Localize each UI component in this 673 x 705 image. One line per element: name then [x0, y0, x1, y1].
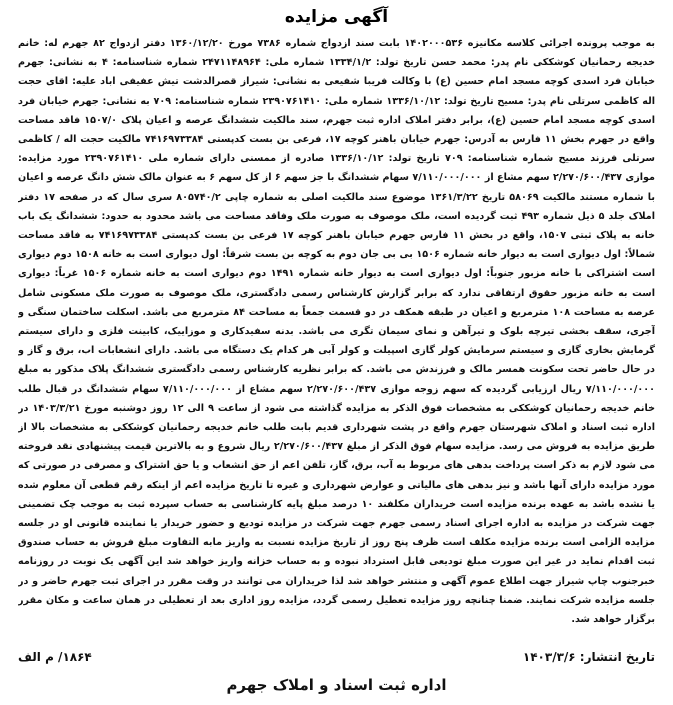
publish-date: تاریخ انتشار: ۱۴۰۳/۳/۶ — [522, 650, 655, 664]
notice-body: به موجب پرونده اجرائی کلاسه مکانیزه ۱۴۰۲۰۰۰۵۳۶ بابت سند ازدواج شماره ۷۳۸۶ مورخ ۱۳۶۰/۱۲/۲۰ دفتر ازدواج ۸۲ جهرم له: خانم خدیجه رحمانیان کوشککی نام پدر: محمد حسن تاریخ تولد: ۱۳۳۴/۱/۲ شماره ملی: ۲۴۷۱۱۴۸۹۶۴ شماره شناسنامه: ۴ به نشانی: جهرم خیابان فرد اسدی کوچه مسجد امام حسین (ع) با وکالت فریبا شفیعی به نشانی: شیراز قصرالدشت تیش عفیفی اباد علیه: اقای حجت اله کاظمی سرتلی نام پدر: مسیح تاریخ تولد: ۱۳۳۶/۱۰/۱۲ شماره ملی: ۲۳۹۰۷۶۱۴۱۰ شماره شناسنامه: ۷۰۹ به نشانی: جهرم خیابان فرد اسدی کوچه مسجد امام حسین (ع)، برابر دفتر املاک اداره ثبت جهرم، سند مالکیت ششدانگ عرصه و اعیان پلاک ۱۵۰۷/۰ فاقد مساحت واقع در جهرم بخش ۱۱ فارس به آدرس: جهرم خیابان باهنر کوچه ۱۷، فرعی بن بست کدپستی ۷۴۱۶۹۷۳۳۸۴ مالکیت حجت اله / کاظمی سرتلی فرزند مسیح شماره شناسنامه: ۷۰۹ تاریخ تولد: ۱۳۳۶/۱۰/۱۲ صادره از ممسنی دارای شماره ملی ۲۳۹۰۷۶۱۴۱۰ مورد مزایده: موازی ۲/۲۷۰/۶۰۰/۴۳۷ سهم مشاع از ۷/۱۱۰/۰۰۰/۰۰۰ سهام ششدانگ با جز سهم ۶ از کل سهم ۶ به عنوان مالک شش دانگ عرصه و اعیان با شماره مستند مالکیت ۵۸۰۶۹ تاریخ ۱۳۶۱/۳/۲۲ موضوع سند مالکیت اصلی به شماره چاپی ۸۰۵۷۴۰/۲ سری سال که در صفحه ۱۷ دفتر املاک جلد ۵ ذیل شماره ۴۹۳ ثبت گردیده است، ملک موصوف به صورت ملک وفاقد مساحت می باشد محدود به حدود: ششدانگ یک باب خانه به پلاک ثبتی ۱۵۰۷، واقع در بخش ۱۱ فارس جهرم خیابان باهنر کوچه ۱۷ فرعی بن بست کدپستی ۷۴۱۶۹۷۳۳۸۴ به فاقد مساحت شمالاً: اول دیواری است به دیوار خانه شماره ۱۵۰۶ بی بی جان دوم به کوچه بن بست شرقاً: اول دیواری است به خانه ۱۵۰۸ دوم دیواری است اشتراکی با خانه مزبور جنوباً: اول دیواری است به دیوار خانه شماره ۱۴۹۱ دوم دیواری است به خانه شماره ۱۵۰۶ غرباً: دیواری است به خانه مزبور حقوق ارتفاقی ندارد که برابر گزارش کارشناس رسمی دادگستری، ملک موصوف به صورت ملک مسکونی شامل عرصه به مساحت ۱۰۸ مترمربع و اعیان در طبقه همکف در دو قسمت جمعاً به مساحت ۸۴ مترمربع می باشد. اسکلت ساختمان سنگی و آجری، سقف بخشی تیرچه بلوک و تیرآهن و نمای سیمان تگری می باشد. بدنه سفیدکاری و موزاییک، کابینت فلزی و دارای سیستم گرمایش بخاری گازی و سیستم سرمایش کولر گازی اسپیلت و کولر آبی هر کدام یک دستگاه می باشد. دارای انشعابات اب، برق و گاز و در حال حاضر تحت سکونت همسر مالک و فرزندش می باشد. که برابر نظریه کارشناس رسمی دادگستری ششدانگ پلاک مذکور به مبلغ ۷/۱۱۰/۰۰۰/۰۰۰ ریال ارزیابی گردیده که سهم زوجه موازی ۲/۲۷۰/۶۰۰/۴۳۷ سهم مشاع از ۷/۱۱۰/۰۰۰/۰۰۰ سهام ششدانگ در قبال طلب خانم خدیجه رحمانیان کوشککی به مشخصات فوق الذکر به مزایده گذاشته می شود از ساعت ۹ الی ۱۲ روز دوشنبه مورخ ۱۴۰۳/۳/۲۱ در اداره ثبت اسناد و املاک شهرستان جهرم واقع در پشت شهرداری قدیم بابت طلب خانم خدیجه رحمانیان کوشککی به مشخصات بالا از طریق مزایده به فروش می رسد. مزایده سهام فوق الذکر از مبلغ ۲/۲۷۰/۶۰۰/۴۳۷ ریال شروع و به بالاترین قیمت پیشنهادی نقد فروخته می شود لازم به ذکر است پرداخت بدهی های مربوط به آب، برق، گاز، تلفن اعم از حق انشعاب و یا حق اشتراک و مصرفی در صورتی که مورد مزایده دارای آنها باشد و نیز بدهی های مالیاتی و عوارض شهرداری و غیره تا تاریخ مزایده اعم از اینکه رقم قطعی آن معلوم شده یا نشده باشد به عهده برنده مزایده است خریداران مکلفند ۱۰ درصد مبلغ پایه کارشناسی به حساب سپرده ثبت به موجب چک تضمینی جهت شرکت در مزایده به اداره اجرای اسناد رسمی جهرم جهت شرکت در مزایده تودیع و حضور خریدار یا نماینده قانونی او در جلسه مزایده الزامی است برنده مزایده مکلف است ظرف پنج روز از تاریخ مزایده نسبت به واریز مابه التفاوت مبلغ فروش به حساب صندوق ثبت اقدام نماید در غیر این صورت مبلغ تودیعی قابل استرداد نبوده و به حساب خزانه واریز خواهد شد این آگهی یک نوبت در روزنامه خبرجنوب چاپ شیراز جهت اطلاع عموم آگهی و منتشر خواهد شد لذا خریداران می توانند در وقت مقرر در اجرای ثبت جهرم حاضر و در جلسه مزایده شرکت نمایند. ضمنا چنانچه روز مزایده تعطیل رسمی گردد، مزایده روز اداری بعد از تعطیلی در همان ساعت و مکان مقرر برگزار خواهد شد. — [18, 38, 655, 626]
notice-code: ۱۸۶۴/ م الف — [18, 650, 92, 664]
notice-title: آگهی مزایده — [284, 7, 389, 27]
notice-footer — [18, 646, 655, 668]
issuing-office: اداره ثبت اسناد و املاک جهرم — [226, 676, 447, 694]
